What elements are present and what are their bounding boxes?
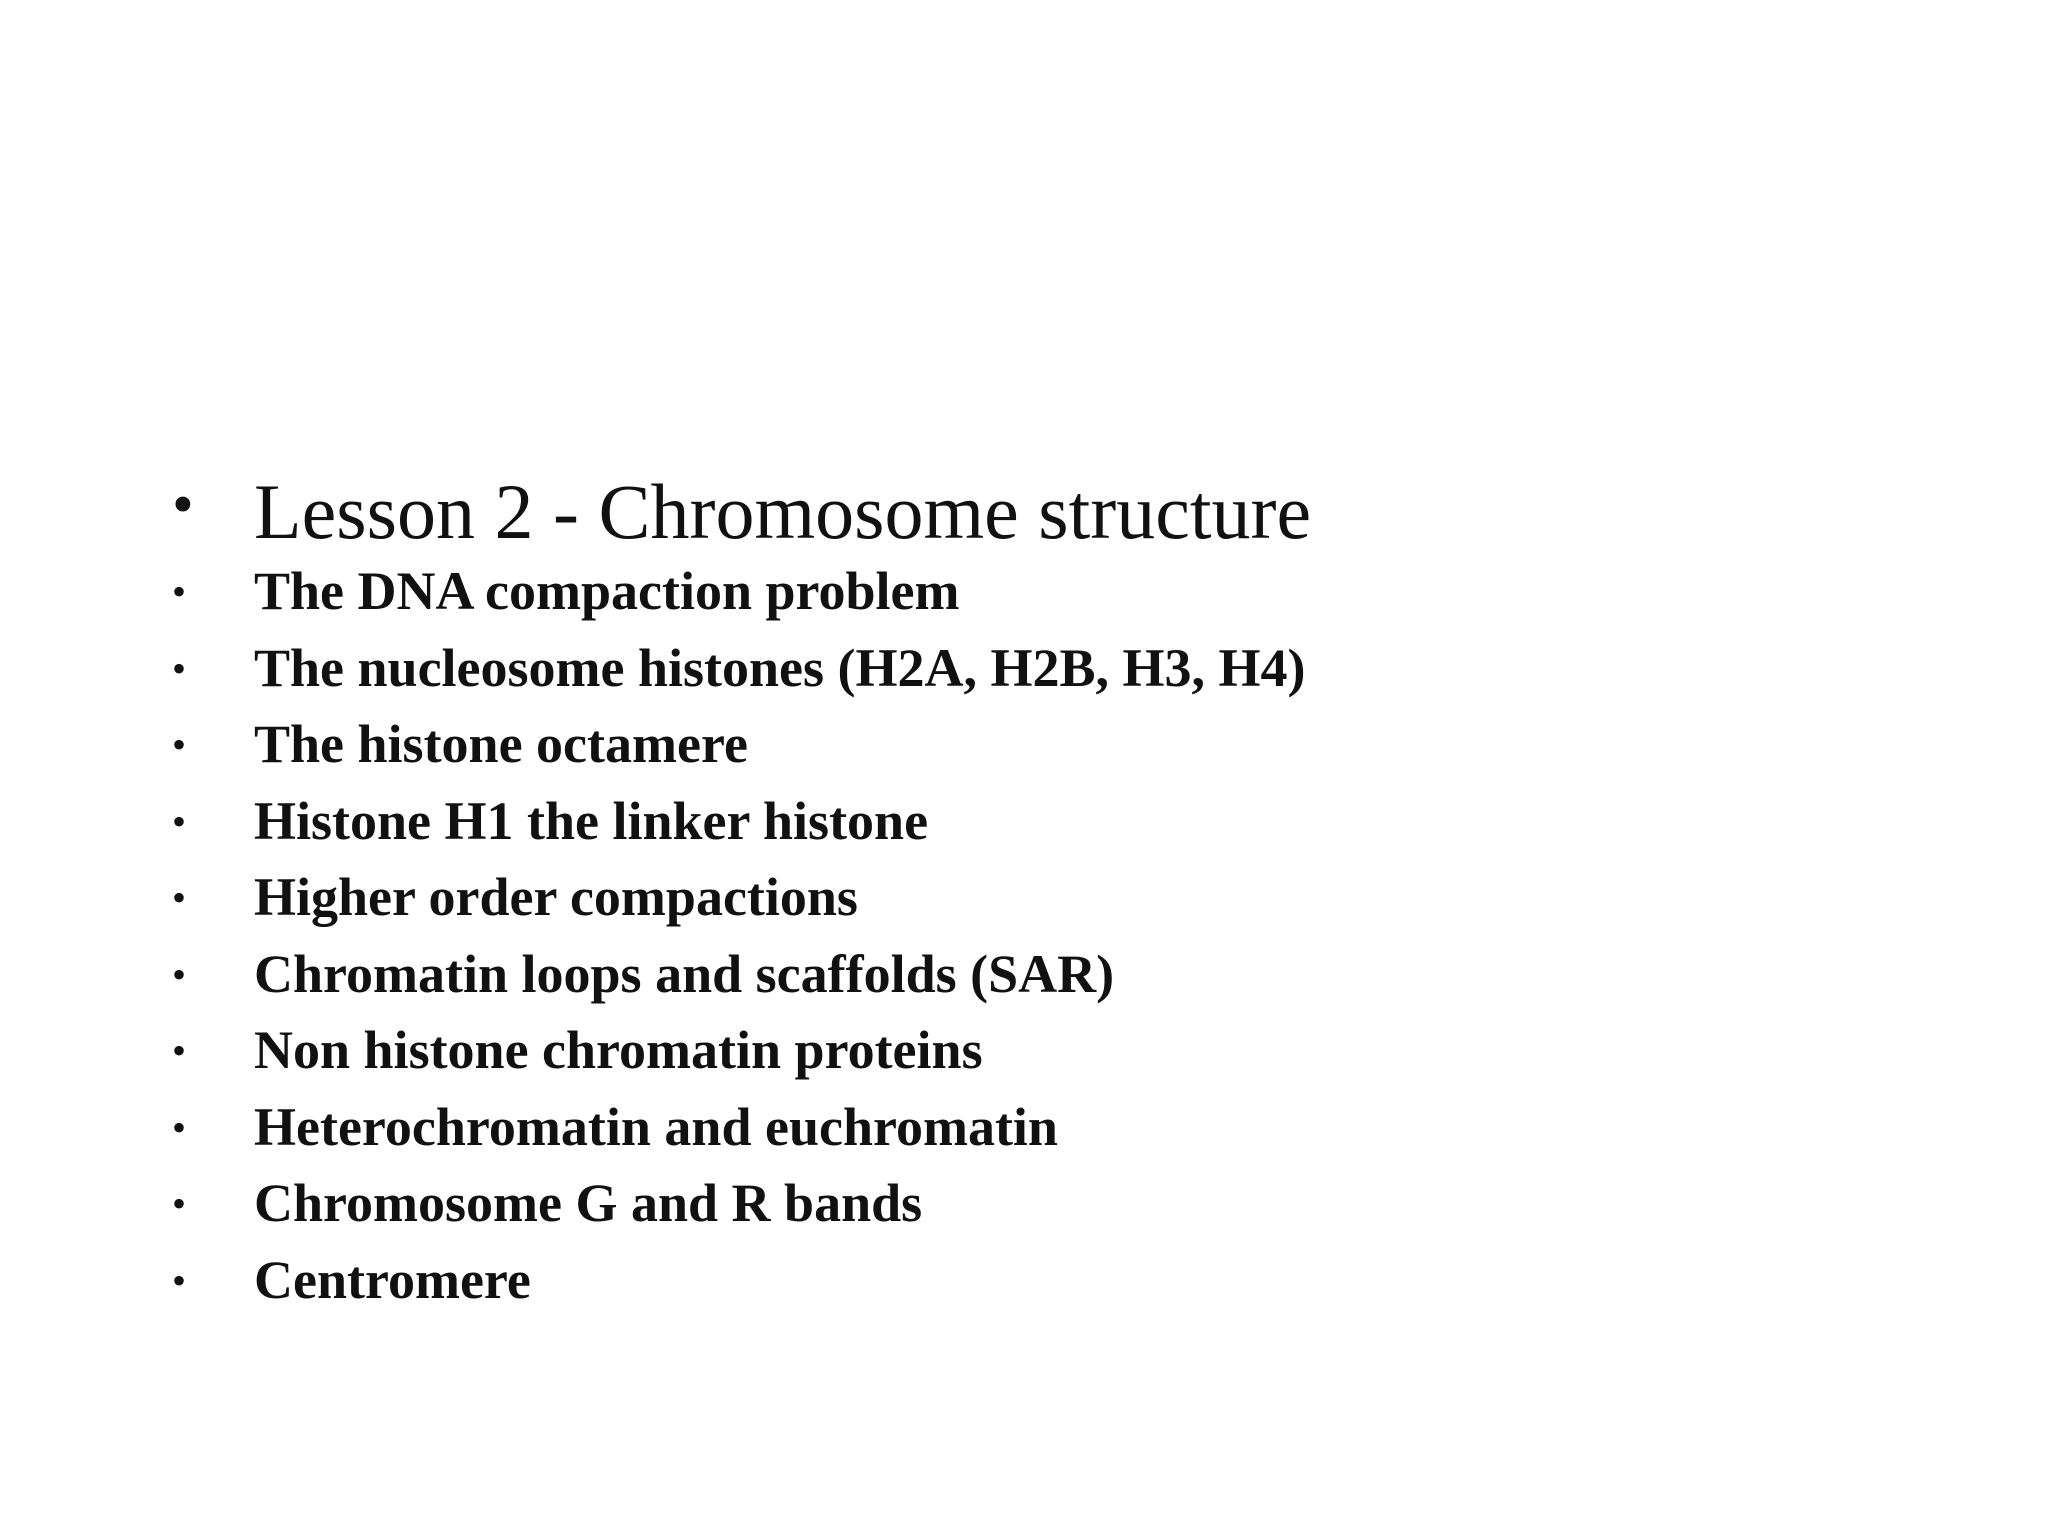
bullet-icon: • bbox=[172, 1181, 187, 1226]
lesson-outline-list bbox=[172, 470, 1972, 1327]
list-item bbox=[172, 945, 1972, 1022]
list-item bbox=[172, 792, 1972, 869]
bullet-icon: • bbox=[172, 471, 194, 539]
list-item bbox=[172, 562, 1972, 639]
list-item-label: Heterochromatin and euchromatin bbox=[254, 1096, 1058, 1157]
list-item-label: Histone H1 the linker histone bbox=[254, 790, 929, 851]
bullet-icon: • bbox=[172, 951, 187, 997]
list-item bbox=[172, 1021, 1972, 1098]
lesson-heading-item bbox=[172, 470, 1972, 562]
bullet-icon: • bbox=[172, 1104, 187, 1150]
list-item bbox=[172, 715, 1972, 792]
list-item-label: Chromosome G and R bands bbox=[254, 1173, 923, 1233]
bullet-icon: • bbox=[172, 569, 187, 614]
bullet-icon: • bbox=[172, 645, 187, 691]
list-item-label: Higher order compactions bbox=[254, 867, 858, 927]
list-item bbox=[172, 639, 1972, 716]
list-item-label: The histone octamere bbox=[254, 714, 748, 774]
list-item-label: Centromere bbox=[254, 1249, 531, 1310]
list-item bbox=[172, 868, 1972, 945]
list-item bbox=[172, 1174, 1972, 1251]
bullet-icon: • bbox=[172, 875, 187, 920]
list-item-label: The nucleosome histones (H2A, H2B, H3, H4) bbox=[254, 637, 1306, 698]
lesson-heading: Lesson 2 - Chromosome structure bbox=[254, 468, 1312, 555]
list-item bbox=[172, 1251, 1972, 1328]
list-item-label: The DNA compaction problem bbox=[254, 561, 960, 621]
bullet-icon: • bbox=[172, 1028, 187, 1073]
bullet-icon: • bbox=[172, 1257, 187, 1303]
list-item-label: Non histone chromatin proteins bbox=[254, 1020, 983, 1080]
bullet-icon: • bbox=[172, 722, 187, 767]
list-item-label: Chromatin loops and scaffolds (SAR) bbox=[254, 943, 1115, 1004]
list-item bbox=[172, 1098, 1972, 1175]
bullet-icon: • bbox=[172, 798, 187, 844]
